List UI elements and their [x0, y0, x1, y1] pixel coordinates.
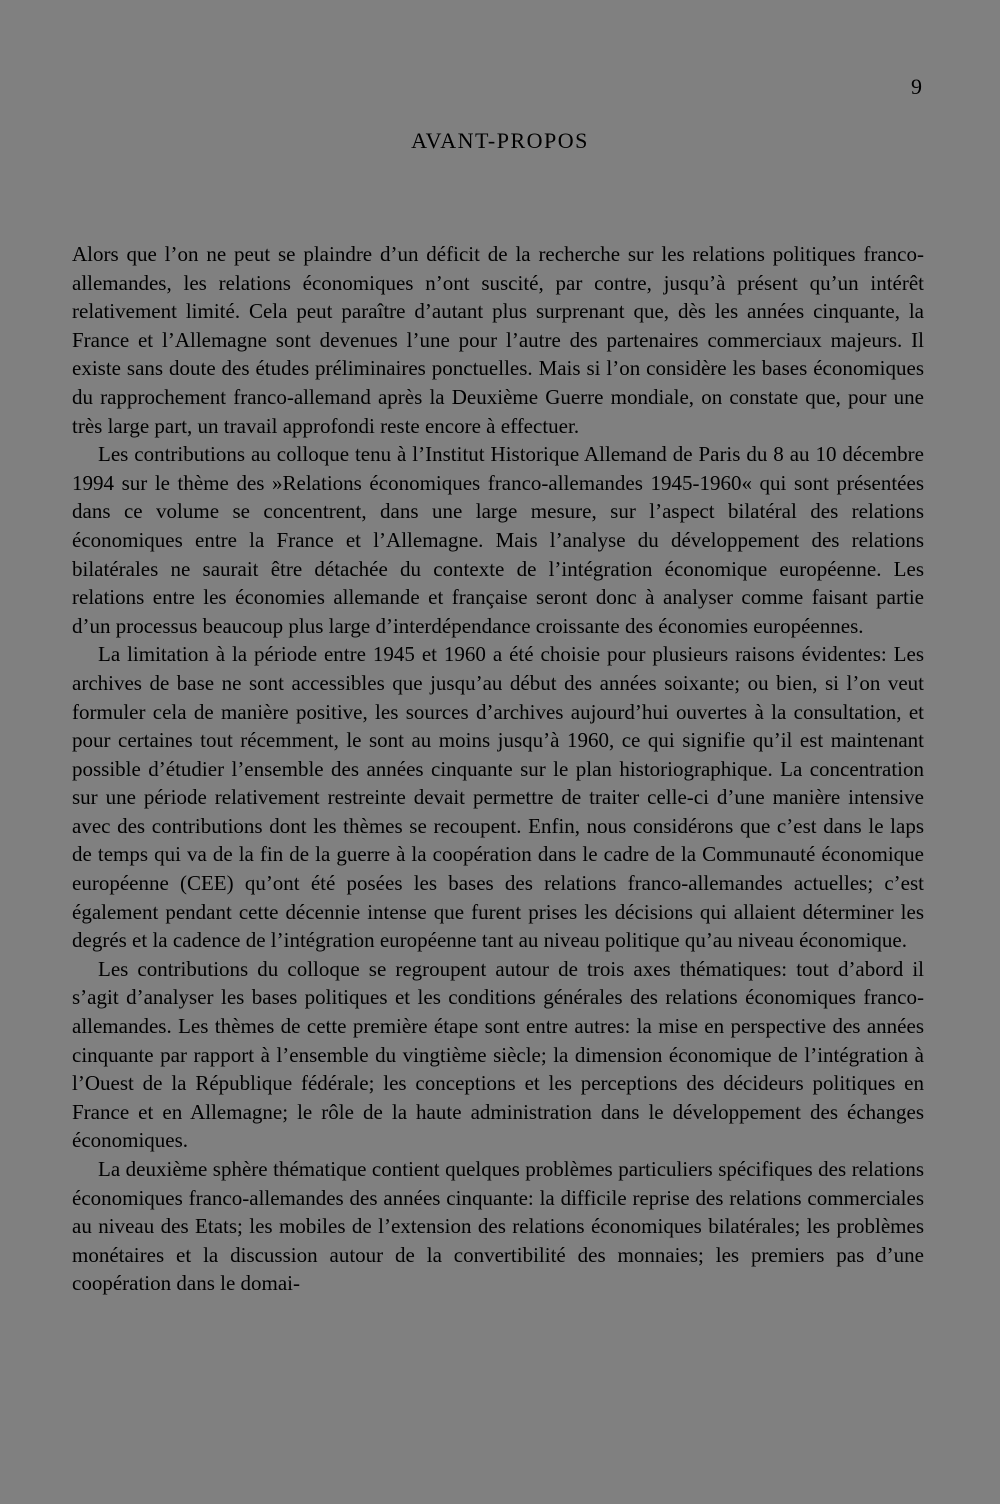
paragraph-2: Les contributions au colloque tenu à l’Institut Historique Allemand de Paris du 8 au 10 décembre 1994 sur le thème des »Relations économiques franco-allemandes 1945-1960« qui sont présentées dans ce volume se concentrent, dans une large mesure, sur l’aspect bilatéral des relations économiques entre la France et l’Allemagne. Mais l’analyse du développement des relations bilatérales ne saurait être détachée du contexte de l’intégration économique européenne. Les relations entre les économies allemande et française seront donc à analyser comme faisant partie d’un processus beaucoup plus large d’interdépendance croissante des économies européennes.	[72, 442, 924, 638]
paragraph-4: Les contributions du colloque se regroupent autour de trois axes thématiques: tout d’abord il s’agit d’analyser les bases politiques et les conditions générales des relations économiques franco-allemandes. Les thèmes de cette première étape sont entre autres: la mise en perspective des années cinquante par rapport à l’ensemble du vingtième siècle; la dimension économique de l’intégration à l’Ouest de la République fédérale; les conceptions et les perceptions des décideurs politiques en France et en Allemagne; le rôle de la haute administration dans le développement des échanges économiques.	[72, 956, 924, 1153]
chapter-title: AVANT-PROPOS	[411, 128, 589, 153]
page-number: 9	[911, 74, 922, 99]
body-text	[72, 240, 924, 1298]
paragraph-3: La limitation à la période entre 1945 et 1960 a été choisie pour plusieurs raisons évidentes: Les archives de base ne sont accessibles que jusqu’au début des années soixante; ou bien, si l’on veut formuler cela de manière positive, les sources d’archives aujourd’hui ouvertes à la consultation, et pour certaines tout récemment, le sont au moins jusqu’à 1960, ce qui signifie qu’il est maintenant possible d’étudier l’ensemble des années cinquante sur le plan historiographique. La concentration sur une période relativement restreinte devait permettre de traiter celle-ci d’une manière intensive avec des contributions dont les thèmes se recoupent. Enfin, nous considérons que c’est dans le laps de temps qui va de la fin de la guerre à la coopération dans le cadre de la Communauté économique européenne (CEE) qu’ont été posées les bases des relations franco-allemandes actuelles; c’est également pendant cette décennie intense que furent prises les décisions qui allaient déterminer les degrés et la cadence de l’intégration européenne tant au niveau politique qu’au niveau économique.	[72, 642, 924, 953]
paragraph-5: La deuxième sphère thématique contient quelques problèmes particuliers spécifiques des relations économiques franco-allemandes des années cinquante: la difficile reprise des relations commerciales au niveau des Etats; les mobiles de l’extension des relations économiques bilatérales; les problèmes monétaires et la discussion autour de la convertibilité des monnaies; les premiers pas d’une coopération dans le domai-	[72, 1157, 924, 1296]
paragraph-1: Alors que l’on ne peut se plaindre d’un déficit de la recherche sur les relations politiques franco-allemandes, les relations économiques n’ont suscité, par contre, jusqu’à présent qu’un intérêt relativement limité. Cela peut paraître d’autant plus surprenant que, dès les années cinquante, la France et l’Allemagne sont devenues l’une pour l’autre des partenaires commerciaux majeurs. Il existe sans doute des études préliminaires ponctuelles. Mais si l’on considère les bases économiques du rapprochement franco-allemand après la Deuxième Guerre mondiale, on constate que, pour une très large part, un travail approfondi reste encore à effectuer.	[72, 242, 924, 438]
